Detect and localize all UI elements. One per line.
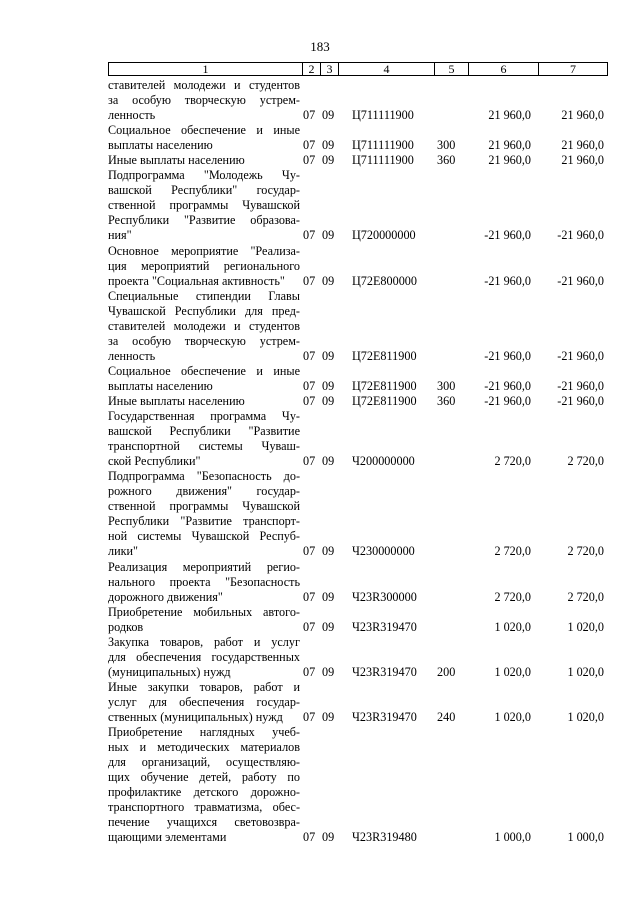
row-name-line: Иные закупки товаров, работ и — [108, 679, 300, 694]
cell-c2: 07 — [303, 153, 316, 168]
cell-c6: 2 720,0 — [494, 589, 531, 604]
row-name-line: нального проекта "Безопасность — [108, 574, 300, 589]
cell-c2: 07 — [303, 709, 316, 724]
cell-c4: Ч23R300000 — [352, 589, 417, 604]
table-row — [0, 680, 640, 725]
row-name-line: выплаты населению — [108, 138, 213, 153]
cell-c3: 09 — [322, 348, 335, 363]
cell-c4: Ц72Е811900 — [352, 348, 417, 363]
cell-c6: 1 020,0 — [494, 664, 531, 679]
table-row — [0, 244, 640, 289]
row-name-line: Чувашской Республики для пред- — [108, 303, 300, 318]
row-name-line: Основное мероприятие "Реализа- — [108, 243, 300, 258]
row-name — [108, 244, 300, 289]
row-name-line: для обеспечения государственных — [108, 649, 300, 664]
cell-c2: 07 — [303, 228, 316, 243]
row-name — [108, 168, 300, 243]
table-row — [0, 469, 640, 559]
cell-c7: 2 720,0 — [567, 544, 604, 559]
row-name-line: ставителей молодежи и студентов — [108, 318, 300, 333]
cell-c6: 21 960,0 — [488, 153, 531, 168]
header-col-1: 1 — [202, 62, 209, 76]
cell-c7: 21 960,0 — [561, 153, 604, 168]
row-name — [108, 78, 300, 123]
cell-c7: -21 960,0 — [557, 393, 604, 408]
cell-c4: Ч230000000 — [352, 544, 415, 559]
row-name-line: Социальное обеспечение и иные — [108, 363, 300, 378]
header-col-2: 2 — [308, 62, 315, 76]
row-name-line: ственной программы Чувашской — [108, 198, 300, 213]
cell-c3: 09 — [322, 228, 335, 243]
cell-c4: Ц72Е811900 — [352, 393, 417, 408]
cell-c2: 07 — [303, 544, 316, 559]
table-row — [0, 78, 640, 123]
table-row — [0, 409, 640, 469]
row-name — [108, 123, 300, 153]
row-name-line: Иные выплаты населению — [108, 393, 245, 408]
row-name-line: щих обучение детей, работу по — [108, 770, 300, 785]
row-name-line: Закупка товаров, работ и услуг — [108, 634, 300, 649]
row-name-line: ных и методических материалов — [108, 740, 300, 755]
cell-c2: 07 — [303, 348, 316, 363]
cell-c6: -21 960,0 — [484, 228, 531, 243]
cell-c4: Ч23R319470 — [352, 664, 417, 679]
cell-c4: Ц711111900 — [352, 153, 414, 168]
cell-c6: -21 960,0 — [484, 378, 531, 393]
row-name-line: Реализация мероприятий регио- — [108, 559, 300, 574]
cell-c7: -21 960,0 — [557, 348, 604, 363]
cell-c2: 07 — [303, 378, 316, 393]
row-name-line: ния" — [108, 228, 132, 243]
cell-c2: 07 — [303, 273, 316, 288]
table-row — [0, 153, 640, 168]
cell-c2: 07 — [303, 138, 316, 153]
cell-c7: 1 020,0 — [567, 664, 604, 679]
header-col-7: 7 — [570, 62, 576, 76]
cell-c3: 09 — [322, 378, 335, 393]
row-name — [108, 725, 300, 845]
table-row — [0, 605, 640, 635]
row-name-line: Государственная программа Чу- — [108, 409, 300, 424]
cell-c2: 07 — [303, 619, 316, 634]
cell-c5: 300 — [437, 138, 456, 153]
row-name-line: рожного движения" государ- — [108, 484, 300, 499]
table-row — [0, 364, 640, 394]
cell-c5: 240 — [437, 709, 456, 724]
row-name-line: ской Республики" — [108, 454, 201, 469]
cell-c5: 360 — [437, 153, 456, 168]
cell-c3: 09 — [322, 544, 335, 559]
row-name-line: ственных (муниципальных) нужд — [108, 709, 283, 724]
table-row — [0, 168, 640, 243]
cell-c6: -21 960,0 — [484, 393, 531, 408]
row-name — [108, 409, 300, 469]
table-row — [0, 635, 640, 680]
row-name — [108, 635, 300, 680]
row-name-line: (муниципальных) нужд — [108, 664, 231, 679]
row-name-line: услуг для обеспечения государ- — [108, 694, 300, 709]
cell-c3: 09 — [322, 393, 335, 408]
row-name-line: за особую творческую устрем- — [108, 333, 300, 348]
header-col-4: 4 — [383, 62, 390, 76]
row-name-line: профилактике детского дорожно- — [108, 785, 300, 800]
table-row — [0, 123, 640, 153]
cell-c7: 2 720,0 — [567, 589, 604, 604]
cell-c6: -21 960,0 — [484, 273, 531, 288]
row-name-line: щающими элементами — [108, 830, 227, 845]
cell-c4: Ч23R319480 — [352, 830, 417, 845]
row-name — [108, 605, 300, 635]
row-name — [108, 153, 300, 168]
cell-c2: 07 — [303, 664, 316, 679]
row-name — [108, 289, 300, 364]
row-name-line: Республики "Развитие транспорт- — [108, 514, 300, 529]
row-name-line: Специальные стипендии Главы — [108, 288, 300, 303]
table-row — [0, 394, 640, 409]
cell-c7: 2 720,0 — [567, 454, 604, 469]
cell-c3: 09 — [322, 454, 335, 469]
cell-c3: 09 — [322, 108, 335, 123]
cell-c6: 2 720,0 — [494, 544, 531, 559]
table-body — [0, 78, 640, 845]
row-name-line: ленность — [108, 348, 156, 363]
cell-c3: 09 — [322, 619, 335, 634]
cell-c6: -21 960,0 — [484, 348, 531, 363]
row-name-line: транспортной системы Чуваш- — [108, 439, 300, 454]
header-col-6: 6 — [500, 62, 507, 76]
cell-c7: 21 960,0 — [561, 108, 604, 123]
cell-c3: 09 — [322, 153, 335, 168]
cell-c6: 2 720,0 — [494, 454, 531, 469]
cell-c4: Ч23R319470 — [352, 619, 417, 634]
row-name-line: вашской Республики "Развитие — [108, 424, 300, 439]
cell-c7: 1 020,0 — [567, 619, 604, 634]
cell-c5: 300 — [437, 378, 456, 393]
row-name-line: лики" — [108, 544, 139, 559]
row-name — [108, 469, 300, 559]
cell-c2: 07 — [303, 454, 316, 469]
table-row — [0, 725, 640, 845]
row-name-line: вашской Республики" государ- — [108, 183, 300, 198]
cell-c4: Ц72Е800000 — [352, 273, 417, 288]
row-name-line: ной системы Чувашской Респуб- — [108, 529, 300, 544]
cell-c4: Ц720000000 — [352, 228, 416, 243]
cell-c2: 07 — [303, 393, 316, 408]
cell-c2: 07 — [303, 830, 316, 845]
row-name-line: Иные выплаты населению — [108, 153, 245, 168]
cell-c7: -21 960,0 — [557, 228, 604, 243]
row-name-line: ленность — [108, 108, 156, 123]
row-name-line: Социальное обеспечение и иные — [108, 123, 300, 138]
row-name-line: печение учащихся световозвра- — [108, 815, 300, 830]
row-name-line: ственной программы Чувашской — [108, 499, 300, 514]
cell-c6: 1 020,0 — [494, 709, 531, 724]
row-name — [108, 394, 300, 409]
table-row — [0, 560, 640, 605]
row-name — [108, 560, 300, 605]
row-name-line: Республики "Развитие образова- — [108, 213, 300, 228]
header-col-3: 3 — [326, 62, 333, 76]
cell-c3: 09 — [322, 273, 335, 288]
cell-c3: 09 — [322, 709, 335, 724]
cell-c4: Ч23R319470 — [352, 709, 417, 724]
cell-c6: 21 960,0 — [488, 108, 531, 123]
cell-c7: -21 960,0 — [557, 378, 604, 393]
table-row — [0, 289, 640, 364]
cell-c3: 09 — [322, 830, 335, 845]
row-name — [108, 364, 300, 394]
page-number: 183 — [310, 39, 330, 54]
cell-c4: Ц711111900 — [352, 108, 414, 123]
cell-c3: 09 — [322, 589, 335, 604]
row-name-line: Подпрограмма "Безопасность до- — [108, 469, 300, 484]
cell-c7: -21 960,0 — [557, 273, 604, 288]
cell-c7: 1 020,0 — [567, 709, 604, 724]
cell-c6: 1 000,0 — [494, 830, 531, 845]
cell-c4: Ц72Е811900 — [352, 378, 417, 393]
cell-c4: Ч200000000 — [352, 454, 415, 469]
row-name-line: дорожного движения" — [108, 589, 223, 604]
row-name-line: родков — [108, 619, 144, 634]
cell-c7: 21 960,0 — [561, 138, 604, 153]
row-name-line: ставителей молодежи и студентов — [108, 78, 300, 92]
cell-c3: 09 — [322, 664, 335, 679]
table-header — [108, 62, 608, 76]
cell-c2: 07 — [303, 108, 316, 123]
cell-c5: 360 — [437, 393, 456, 408]
row-name-line: проекта "Социальная активность" — [108, 273, 285, 288]
row-name-line: ция мероприятий регионального — [108, 258, 300, 273]
row-name-line: Приобретение наглядных учеб- — [108, 725, 300, 740]
row-name-line: за особую творческую устрем- — [108, 93, 300, 108]
row-name-line: Приобретение мобильных автого- — [108, 604, 300, 619]
cell-c6: 21 960,0 — [488, 138, 531, 153]
cell-c4: Ц711111900 — [352, 138, 414, 153]
row-name-line: для организаций, осуществляю- — [108, 755, 300, 770]
header-col-5: 5 — [448, 62, 455, 76]
cell-c6: 1 020,0 — [494, 619, 531, 634]
cell-c5: 200 — [437, 664, 456, 679]
cell-c3: 09 — [322, 138, 335, 153]
cell-c7: 1 000,0 — [567, 830, 604, 845]
cell-c2: 07 — [303, 589, 316, 604]
row-name-line: выплаты населению — [108, 378, 213, 393]
row-name-line: Подпрограмма "Молодежь Чу- — [108, 168, 300, 183]
row-name-line: транспортного травматизма, обес- — [108, 800, 300, 815]
row-name — [108, 680, 300, 725]
